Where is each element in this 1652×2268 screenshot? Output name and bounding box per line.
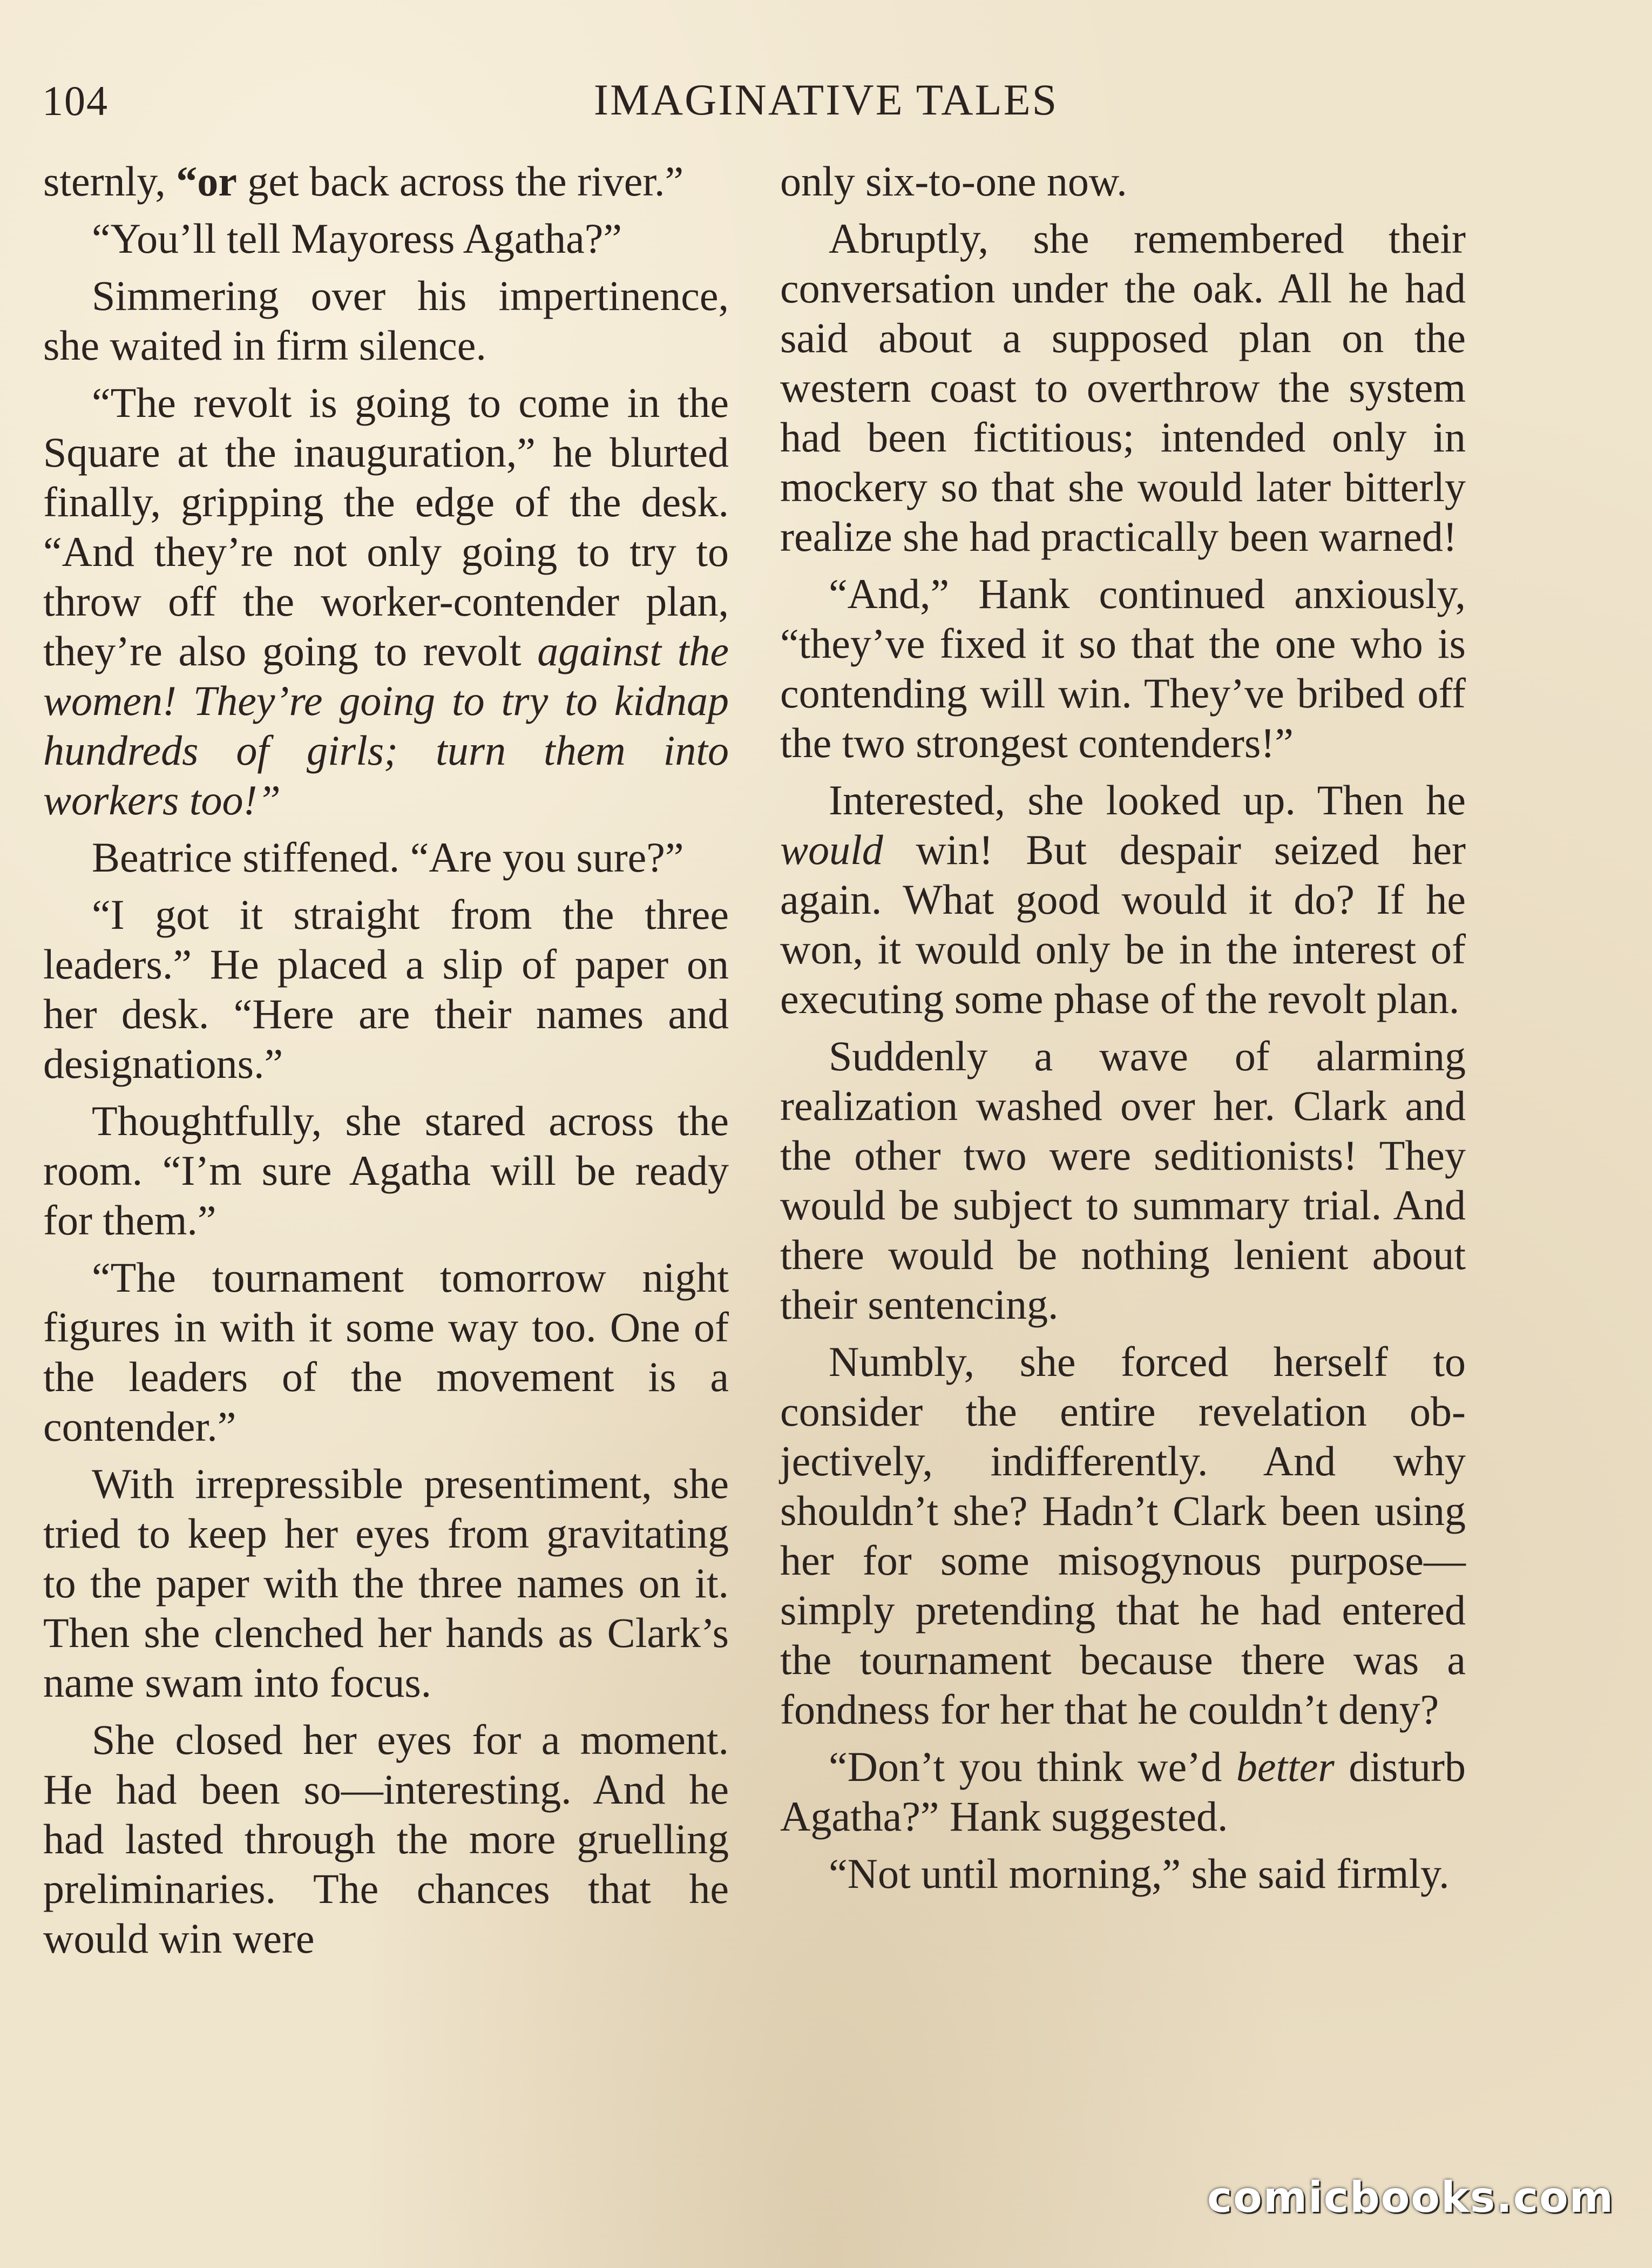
paragraph: Numbly, she forced herself to consider the entire revelation objectively, indifferently. And why shouldn’t she? Hadn’t Clark been using her for some misogynous purpose—simply pretending that he had entered the tournament because there was a fondness for her that he couldn’t deny? bbox=[780, 1338, 1466, 1733]
paragraph: Beatrice stiffened. “Are you sure?” bbox=[92, 834, 684, 881]
paragraph: only six-to-one now. bbox=[780, 158, 1127, 205]
paragraph-text: win! But despair seized her again. What good would it do? If he won, it would only be in the interest of executing some phase of the revolt plan. bbox=[780, 826, 1466, 1022]
italic-text: against the women! They’re going to try to kidnap hundreds of girls; turn them into workers too!” bbox=[43, 627, 729, 824]
paragraph-text: “Don’t you think we’d bbox=[829, 1743, 1236, 1790]
paragraph: With irrepressible presentiment, she tried to keep her eyes from gravitating to the paper with the three names on it. Then she clenched her hands as Clark’s name swam into focus. bbox=[43, 1460, 729, 1706]
paragraph: Suddenly a wave of alarming realization washed over her. Clark and the other two were seditionists! They would be subject to summary trial. And there would be nothing lenient about their sentencing. bbox=[780, 1032, 1466, 1328]
paragraph: “Not until morning,” she said firmly. bbox=[829, 1850, 1450, 1897]
paragraph: “You’ll tell Mayoress Agatha?” bbox=[92, 215, 622, 262]
watermark-logo: comicbooks.com bbox=[1207, 2174, 1614, 2222]
italic-text: better bbox=[1236, 1743, 1335, 1790]
paragraph bbox=[780, 1742, 1466, 1841]
paragraph bbox=[43, 378, 729, 825]
paragraph-text: sternly, bbox=[43, 158, 177, 205]
paragraph bbox=[43, 157, 729, 206]
paragraph bbox=[780, 775, 1466, 1024]
paragraph-text: disturb Agatha?” Hank suggested. bbox=[780, 1743, 1466, 1840]
paragraph-text: Interested, she looked up. Then he bbox=[829, 777, 1466, 824]
running-head: IMAGINATIVE TALES bbox=[593, 75, 1059, 124]
paragraph-text: “The revolt is going to come in the Square at the inauguration,” he blurted finally, gripping the edge of the desk. “And they’re not only going to try to throw off the worker-contender plan, they’re also going to revolt bbox=[43, 379, 729, 674]
paragraph-text: get back across the river.” bbox=[236, 158, 684, 205]
paragraph: Abruptly, she remembered their conversation under the oak. All he had said about a supposed plan on the western coast to overthrow the system had been fictitious; intended only in mockery so that she would later bitterly realize she had practically been warned! bbox=[780, 215, 1466, 560]
page-number: 104 bbox=[42, 77, 109, 124]
right-column bbox=[780, 157, 1466, 1906]
left-column bbox=[43, 157, 729, 1971]
italic-text: would bbox=[780, 826, 883, 873]
paragraph: “And,” Hank continued anxiously, “they’ve fixed it so that the one who is contending will win. They’ve bribed off the two strongest contenders!” bbox=[780, 570, 1466, 766]
paragraph: “I got it straight from the three leaders.” He placed a slip of paper on her desk. “Here are their names and designations.” bbox=[43, 891, 729, 1087]
paragraph: “The tournament tomorrow night figures in with it some way too. One of the leaders of the movement is a contender.” bbox=[43, 1254, 729, 1450]
bold-text: “or bbox=[176, 158, 237, 205]
paragraph: She closed her eyes for a moment. He had been so—interesting. And he had lasted through the more gruelling preliminaries. The chances that he would win were bbox=[43, 1716, 729, 1962]
paragraph: Simmering over his impertinence, she waited in firm silence. bbox=[43, 272, 729, 369]
paragraph: Thoughtfully, she stared across the room. “I’m sure Agatha will be ready for them.” bbox=[43, 1097, 729, 1244]
